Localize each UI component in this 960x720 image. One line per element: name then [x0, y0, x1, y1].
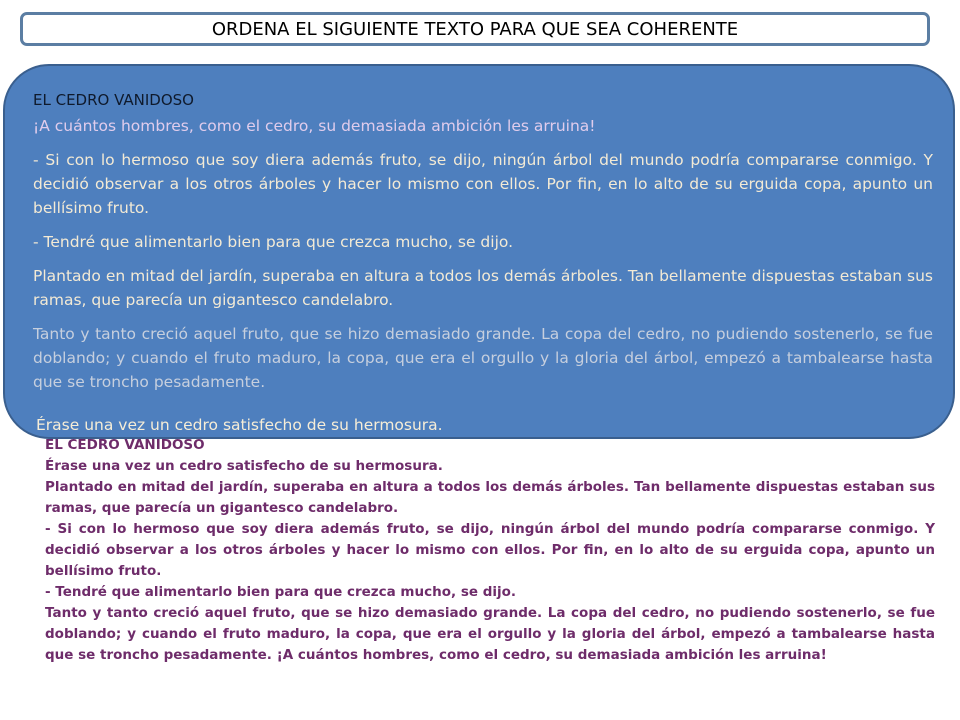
scrambled-moral: ¡A cuántos hombres, como el cedro, su demasiada ambición les arruina!	[33, 117, 596, 135]
scrambled-paragraph-5: Érase una vez un cedro satisfecho de su hermosura.	[36, 416, 443, 434]
scrambled-text-body	[33, 88, 933, 404]
ordered-solution	[45, 435, 935, 666]
solution-line-4: - Tendré que alimentarlo bien para que crezca mucho, se dijo.	[45, 584, 517, 600]
scrambled-paragraph-2: - Tendré que alimentarlo bien para que crezca mucho, se dijo.	[33, 233, 514, 251]
solution-line-5: Tanto y tanto creció aquel fruto, que se hizo demasiado grande. La copa del cedro, no pudiendo sostenerlo, se fue doblando; y cuando el fruto maduro, la copa, que era el orgullo y la gloria del árbol, empezó a tambalearse hasta que se troncho pesadamente. ¡A cuántos hombres, como el cedro, su demasiada ambición les arruina!	[45, 605, 935, 663]
scrambled-paragraph-4: Tanto y tanto creció aquel fruto, que se hizo demasiado grande. La copa del cedro, no pudiendo sostenerlo, se fue doblando; y cuando el fruto maduro, la copa, que era el orgullo y la gloria del árbol, empezó a tambalearse hasta que se troncho pesadamente.	[33, 325, 933, 391]
solution-title: EL CEDRO VANIDOSO	[45, 437, 205, 453]
instruction-banner	[20, 12, 930, 46]
scrambled-paragraph-3: Plantado en mitad del jardín, superaba en altura a todos los demás árboles. Tan bellamente dispuestas estaban sus ramas, que parecía un gigantesco candelabro.	[33, 267, 933, 309]
scrambled-title: EL CEDRO VANIDOSO	[33, 91, 194, 109]
scrambled-text-box	[3, 64, 955, 439]
solution-line-3: - Si con lo hermoso que soy diera además fruto, se dijo, ningún árbol del mundo podría compararse conmigo. Y decidió observar a los otros árboles y hacer lo mismo con ellos. Por fin, en lo alto de su erguida copa, apunto un bellísimo fruto.	[45, 521, 935, 579]
scrambled-paragraph-1: - Si con lo hermoso que soy diera además fruto, se dijo, ningún árbol del mundo podría compararse conmigo. Y decidió observar a los otros árboles y hacer lo mismo con ellos. Por fin, en lo alto de su erguida copa, apunto un bellísimo fruto.	[33, 151, 933, 217]
instruction-text: ORDENA EL SIGUIENTE TEXTO PARA QUE SEA COHERENTE	[211, 18, 739, 40]
solution-line-2: Plantado en mitad del jardín, superaba en altura a todos los demás árboles. Tan bellamente dispuestas estaban sus ramas, que parecía un gigantesco candelabro.	[45, 479, 935, 516]
solution-line-1: Érase una vez un cedro satisfecho de su hermosura.	[45, 458, 443, 474]
